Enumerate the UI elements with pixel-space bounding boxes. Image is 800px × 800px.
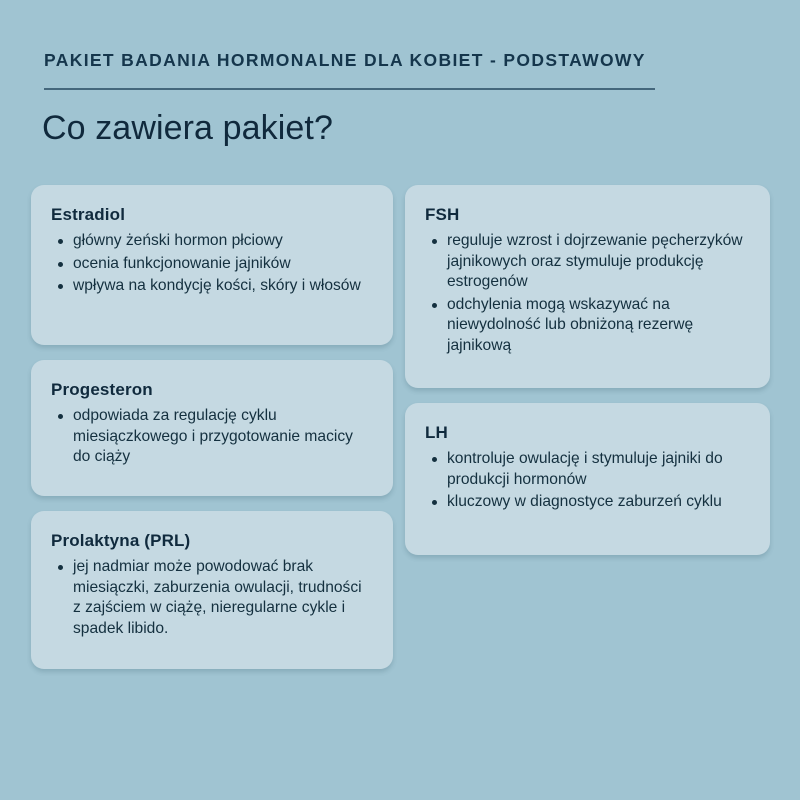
left-column — [31, 185, 393, 669]
list-item: reguluje wzrost i dojrzewanie pęcherzyków jajnikowych oraz stymuluje produkcję estrogenów — [425, 231, 748, 293]
card-progesteron — [31, 360, 393, 496]
list-item: główny żeński hormon płciowy — [51, 231, 371, 252]
card-lh — [405, 403, 770, 555]
list-item: ocenia funkcjonowanie jajników — [51, 254, 371, 275]
card-bullet-list — [51, 231, 371, 297]
card-title: Progesteron — [51, 380, 153, 399]
card-title: Estradiol — [51, 205, 126, 224]
page-title: Co zawiera pakiet? — [42, 109, 333, 147]
list-item: odchylenia mogą wskazywać na niewydolność lub obniżoną rezerwę jajnikową — [425, 295, 748, 357]
card-prolaktyna — [31, 511, 393, 669]
list-item: wpływa na kondycję kości, skóry i włosów — [51, 276, 371, 297]
list-item: kontroluje owulację i stymuluje jajniki do produkcji hormonów — [425, 449, 748, 490]
card-fsh — [405, 185, 770, 388]
list-item: kluczowy w diagnostyce zaburzeń cyklu — [425, 492, 748, 513]
list-item: jej nadmiar może powodować brak miesiączki, zaburzenia owulacji, trudności z zajściem w ciążę, nieregularne cykle i spadek libido. — [51, 557, 371, 639]
card-estradiol — [31, 185, 393, 345]
header-divider — [44, 88, 655, 90]
card-title: FSH — [425, 205, 460, 224]
card-bullet-list — [51, 557, 371, 639]
card-title: Prolaktyna (PRL) — [51, 531, 191, 550]
list-item: odpowiada za regulację cyklu miesiączkowego i przygotowanie macicy do ciąży — [51, 406, 371, 468]
right-column — [405, 185, 770, 555]
card-bullet-list — [425, 449, 748, 513]
card-bullet-list — [51, 406, 371, 468]
package-eyebrow-title: PAKIET BADANIA HORMONALNE DLA KOBIET - PODSTAWOWY — [44, 50, 646, 70]
card-title: LH — [425, 423, 448, 442]
card-bullet-list — [425, 231, 748, 356]
